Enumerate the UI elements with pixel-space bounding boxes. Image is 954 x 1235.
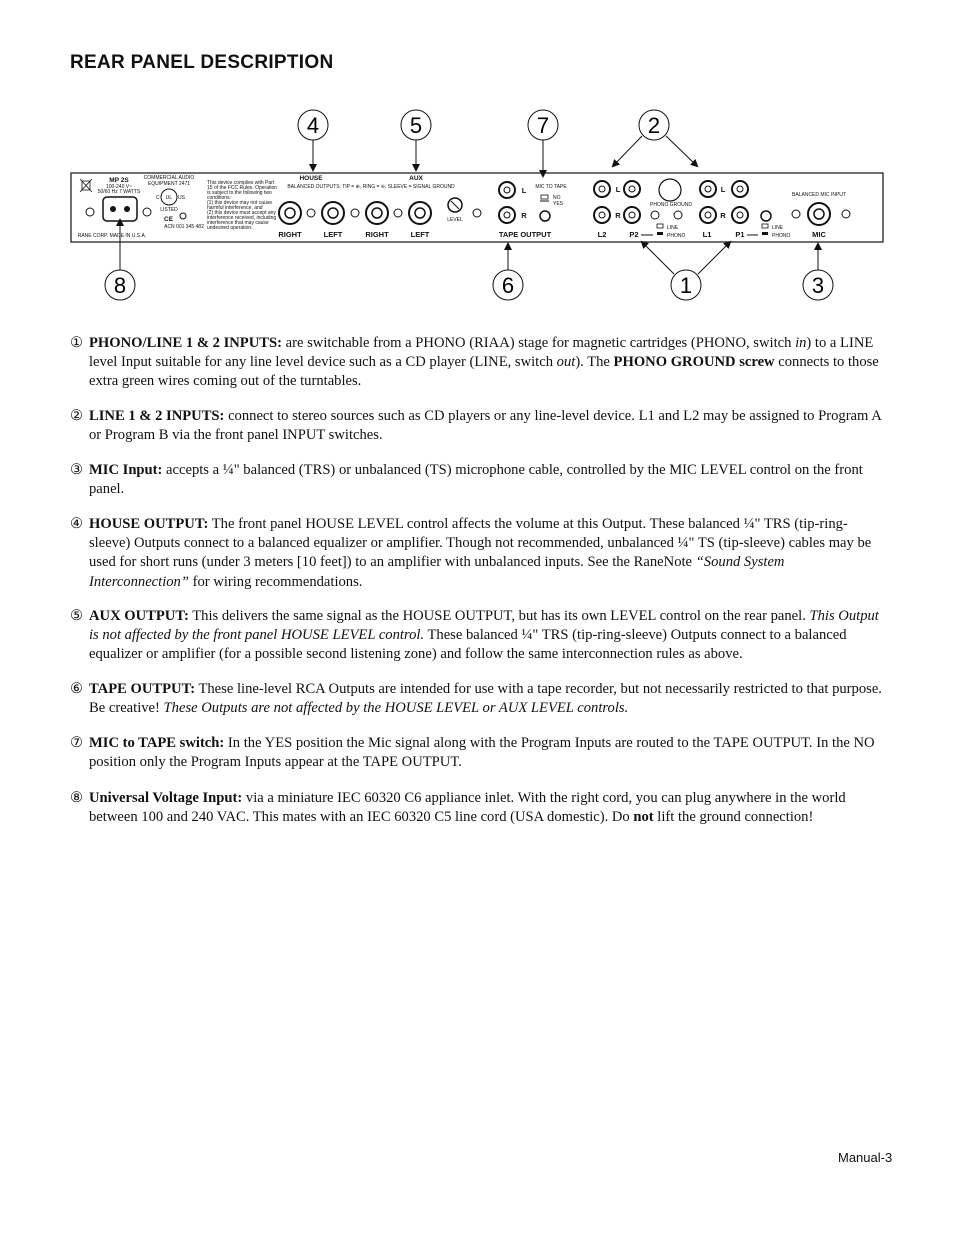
l1-right-rca xyxy=(700,207,716,223)
phono-line-switch-2 xyxy=(657,224,663,228)
mic-input xyxy=(792,192,850,239)
screw-icon xyxy=(674,211,682,219)
item-aux-output: ⑤ AUX OUTPUT: This delivers the same signal as the HOUSE OUTPUT, but has its own LEVEL control on the rear panel. This Output is not affected by the front panel HOUSE LEVEL control. These balanced ¼" TRS (tip-ring-sleeve) Outputs connect to a balanced equalizer or amplifier (for a possible second listening zone) and follow the same interconnection rules as above. xyxy=(70,608,879,663)
panel-outline xyxy=(71,173,883,242)
svg-text:MIC: MIC xyxy=(812,230,826,239)
callout-6 xyxy=(493,244,523,300)
svg-text:4: 4 xyxy=(306,113,320,138)
house-left-jack xyxy=(322,202,344,224)
svg-text:6: 6 xyxy=(501,273,515,298)
tape-left-rca xyxy=(499,182,515,198)
svg-text:CE: CE xyxy=(164,216,174,223)
svg-text:interference received, includi: interference received, including xyxy=(207,215,277,221)
tape-output xyxy=(499,182,568,239)
svg-text:conditions:: conditions: xyxy=(207,195,231,201)
svg-text:NO: NO xyxy=(553,195,561,201)
svg-text:RANE CORP. MADE IN U.S.A.: RANE CORP. MADE IN U.S.A. xyxy=(77,233,147,239)
callout-2 xyxy=(613,110,697,166)
svg-text:COMMERCIAL AUDIO: COMMERCIAL AUDIO xyxy=(143,175,195,181)
svg-text:PHONO GROUND: PHONO GROUND xyxy=(650,202,692,208)
svg-text:2: 2 xyxy=(647,113,661,138)
screw-icon xyxy=(540,211,550,221)
svg-text:100-240 V~: 100-240 V~ xyxy=(106,184,132,190)
svg-text:YES: YES xyxy=(553,201,564,207)
svg-text:MP 2S: MP 2S xyxy=(109,177,129,184)
fcc-notice xyxy=(207,180,277,231)
mic-jack xyxy=(808,203,830,225)
p1-left-rca xyxy=(732,181,748,197)
p2-left-rca xyxy=(624,181,640,197)
screw-icon xyxy=(351,209,359,217)
svg-text:1: 1 xyxy=(679,273,693,298)
svg-text:MIC TO TAPE: MIC TO TAPE xyxy=(535,184,567,190)
svg-text:UL: UL xyxy=(165,195,173,201)
callout-3 xyxy=(803,244,833,300)
svg-text:R: R xyxy=(720,211,726,220)
svg-text:LEFT: LEFT xyxy=(410,230,430,239)
callout-8 xyxy=(105,220,135,300)
screw-icon xyxy=(143,208,151,216)
house-aux-outputs xyxy=(278,175,481,239)
svg-text:PHONO: PHONO xyxy=(772,233,791,239)
svg-text:(1) this device may not cause: (1) this device may not cause xyxy=(207,200,273,206)
svg-text:L: L xyxy=(615,185,621,194)
svg-text:R: R xyxy=(615,211,621,220)
svg-text:15 of the FCC Rules. Operation: 15 of the FCC Rules. Operation xyxy=(207,185,278,191)
svg-text:P2: P2 xyxy=(629,230,639,239)
screw-icon xyxy=(792,210,800,218)
screw-icon xyxy=(307,209,315,217)
svg-text:P1: P1 xyxy=(735,230,745,239)
svg-text:LINE: LINE xyxy=(667,225,679,231)
svg-text:(2) this device must accept an: (2) this device must accept any xyxy=(207,210,276,216)
callout-4 xyxy=(298,110,328,170)
screw-icon xyxy=(86,208,94,216)
screw-icon xyxy=(394,209,402,217)
svg-text:3: 3 xyxy=(811,273,825,298)
phono-ground-screw-icon xyxy=(659,179,681,201)
page-title: REAR PANEL DESCRIPTION xyxy=(70,52,334,73)
p2-right-rca xyxy=(624,207,640,223)
svg-text:BALANCED OUTPUTS: TIP = ⊕, RIN: BALANCED OUTPUTS: TIP = ⊕, RING = ⊖, SLEEVE = SIGNAL GROUND xyxy=(287,184,455,190)
svg-text:LEVEL: LEVEL xyxy=(447,217,463,223)
svg-text:HOUSE: HOUSE xyxy=(299,175,323,182)
weee-bin-icon xyxy=(80,179,92,192)
item-universal-voltage: ⑧ Universal Voltage Input: via a miniature IEC 60320 C6 appliance inlet. With the right cord, you can plug anywhere in the world between 100 and 240 VAC. This mates with an IEC 60320 C5 line cord (USA domestic). Do not lift the ground connection! xyxy=(70,790,846,826)
iec-inlet-icon xyxy=(103,197,137,221)
screw-icon xyxy=(842,210,850,218)
svg-text:is subject to the following tw: is subject to the following two xyxy=(207,190,272,196)
svg-text:undesired operation.: undesired operation. xyxy=(207,225,253,231)
svg-text:LEFT: LEFT xyxy=(323,230,343,239)
svg-text:L: L xyxy=(720,185,726,194)
svg-text:BALANCED MIC INPUT: BALANCED MIC INPUT xyxy=(792,192,846,198)
screw-icon xyxy=(761,211,771,221)
aux-level-knob-icon xyxy=(448,198,462,212)
svg-text:L1: L1 xyxy=(702,230,712,239)
svg-text:LINE: LINE xyxy=(772,225,784,231)
svg-text:RIGHT: RIGHT xyxy=(365,230,389,239)
l1-left-rca xyxy=(700,181,716,197)
item-house-output: ④ HOUSE OUTPUT: The front panel HOUSE LEVEL control affects the volume at this Output. These balanced ¼" TRS (tip-ring-sleeve) Outputs connect to a balanced equalizer or amplifier. Though not recommended, unbalanced ¼" TS (tip-sleeve) cables may be used for short runs (under 3 meters [10 feet]) to an amplifier with unbalanced inputs. See the RaneNote “Sound System Interconnection” for wiring recommendations. xyxy=(70,516,872,590)
mic-to-tape-switch xyxy=(541,195,548,199)
callout-1 xyxy=(642,242,730,300)
screw-icon xyxy=(651,211,659,219)
p1-right-rca xyxy=(732,207,748,223)
callout-5 xyxy=(401,110,431,170)
svg-text:harmful interference, and: harmful interference, and xyxy=(207,205,263,211)
svg-text:L2: L2 xyxy=(597,230,607,239)
svg-text:PHONO: PHONO xyxy=(667,233,686,239)
svg-text:interference that may cause: interference that may cause xyxy=(207,220,269,226)
c-tick-icon xyxy=(180,213,186,219)
item-mic-to-tape: ⑦ MIC to TAPE switch: In the YES position the Mic signal along with the Program Inputs are routed to the TAPE OUTPUT. In the NO position only the Program Inputs appear at the TAPE OUTPUT. xyxy=(70,735,875,771)
item-tape-output: ⑥ TAPE OUTPUT: These line-level RCA Outputs are intended for use with a tape recorder, but not necessarily restricted to that purpose. Be creative! These Outputs are not affected by the HOUSE LEVEL or AUX LEVEL controls. xyxy=(70,681,882,717)
item-phono-line: ① PHONO/LINE 1 & 2 INPUTS: are switchable from a PHONO (RIAA) stage for magnetic cartridges (PHONO, switch in) to a LINE level Input suitable for any line level device such as a CD player (LINE, switch out). The PHONO GROUND screw connects to those extra green wires coming out of the turntables. xyxy=(70,335,879,390)
tape-right-rca xyxy=(499,207,515,223)
svg-text:RIGHT: RIGHT xyxy=(278,230,302,239)
rear-panel-diagram xyxy=(0,100,954,305)
house-right-jack xyxy=(279,202,301,224)
svg-text:50/60 Hz 7 WATTS: 50/60 Hz 7 WATTS xyxy=(97,189,141,195)
item-line-inputs: ② LINE 1 & 2 INPUTS: connect to stereo sources such as CD players or any line-level device. L1 and L2 may be assigned to Program A or Program B via the front panel INPUT switches. xyxy=(70,408,881,444)
l2-left-rca xyxy=(594,181,610,197)
svg-text:US: US xyxy=(178,195,185,201)
svg-text:C: C xyxy=(156,195,160,201)
aux-left-jack xyxy=(409,202,431,224)
svg-text:LISTED: LISTED xyxy=(160,207,178,213)
svg-text:TAPE OUTPUT: TAPE OUTPUT xyxy=(498,230,552,239)
svg-text:This device complies with Part: This device complies with Part xyxy=(207,180,275,186)
screw-icon xyxy=(473,209,481,217)
l2-right-rca xyxy=(594,207,610,223)
phono-line-switch-1 xyxy=(762,224,768,228)
callout-7 xyxy=(528,110,558,176)
svg-text:5: 5 xyxy=(409,113,423,138)
phono-line-inputs xyxy=(594,179,790,239)
power-section xyxy=(78,175,204,239)
svg-text:R: R xyxy=(521,211,527,220)
page-number: Manual-3 xyxy=(838,1150,893,1165)
aux-right-jack xyxy=(366,202,388,224)
svg-text:EQUIPMENT 2471: EQUIPMENT 2471 xyxy=(147,181,191,187)
svg-text:AUX: AUX xyxy=(409,175,423,182)
svg-text:7: 7 xyxy=(536,113,550,138)
svg-text:L: L xyxy=(521,186,527,195)
svg-text:ACN 001 345 482: ACN 001 345 482 xyxy=(164,224,204,230)
item-mic-input: ③ MIC Input: accepts a ¼" balanced (TRS) or unbalanced (TS) microphone cable, controlled by the MIC LEVEL control on the front panel. xyxy=(70,462,863,498)
svg-text:8: 8 xyxy=(113,273,127,298)
